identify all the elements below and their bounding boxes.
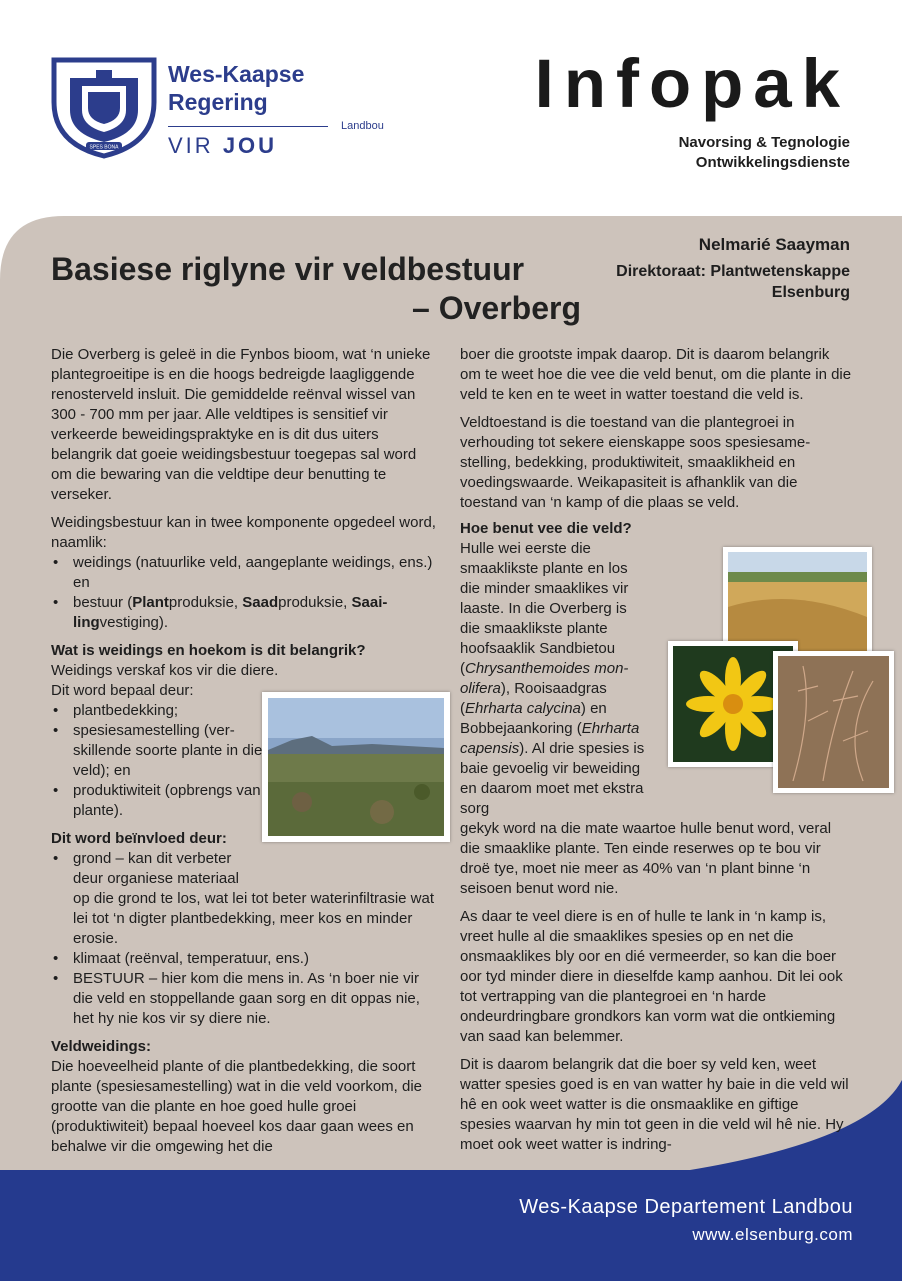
list-item: • weidings (natuurlike veld, aangeplante weidings, ens.) en (73, 553, 440, 593)
paragraph: Weidingsbestuur kan in twee komponente opgedeel word, naamlik: (51, 514, 436, 551)
bullet-list (51, 553, 440, 633)
section-heading: Wat is weidings en hoekom is dit belangrik? (51, 642, 366, 659)
title-line-2: – Overberg (412, 290, 581, 326)
list-item: • BESTUUR – hier kom die mens in. As ‘n boer nie vir die veld en stoppellande gaan sorg en dit oppas nie, het hy nie kos vir sy diere nie. (73, 969, 440, 1029)
brand-line-1: Wes-Kaapse (168, 61, 305, 87)
grass-seedhead-photo (773, 651, 894, 793)
paragraph: Veldtoestand is die toestand van die plantegroei in verhouding tot sekere eienskappe soos spesiesamestelling, bedekking, produktiwiteit, smaaklikheid en voedingswaarde. Weikapasiteit is afhanklik van die toestand van ‘n kamp of die plaas se veld. (460, 414, 811, 511)
paragraph: Die hoeveelheid plante of die plantbedekking, die soort plante (spesiesamestelling) wat in die veld voorkom, die grootte van die plante en hoe goed hulle groei (produktiwiteit) bepaal hoeveel kos daar gaan wees en behalwe vir die omgewing het die (51, 1058, 423, 1155)
list-item: • klimaat (reënval, temperatuur, ens.) (73, 949, 440, 969)
tagline-vir: VIR (168, 133, 214, 158)
title-line-1: Basiese riglyne vir veldbestuur (51, 251, 525, 287)
publication-title: Infopak (534, 45, 850, 122)
crest-motto: SPES BONA (89, 144, 119, 151)
section-heading: Hoe benut vee die veld? (460, 520, 632, 537)
list-item: • plantbedekking; (73, 701, 263, 721)
author-name: Nelmarié Saayman (698, 235, 850, 254)
fynbos-landscape-photo (262, 692, 450, 842)
article-title (51, 250, 581, 328)
paragraph: Dit is daarom belangrik dat die boer sy veld ken, weet watter spesies goed is en van watter hy baie in die veld wil hê en ook weet watter is die onsmaaklike en giftige spesies waarvan hy min tot geen in die veld wil hê nie. Hy moet ook weet watter is indring- (460, 1056, 849, 1153)
department-line-2: Ontwikkelingsdienste (695, 154, 850, 171)
paragraph: Dit word bepaal deur: (51, 682, 194, 699)
footer-organisation: Wes-Kaapse Departement Landbou (519, 1196, 853, 1218)
author-block (616, 234, 850, 303)
list-item: • bestuur (Plantproduksie, Saadproduksie, Saailingvestiging). (73, 593, 440, 633)
section-heading: Dit word beïnvloed deur: (51, 830, 227, 847)
brand-name (168, 60, 368, 116)
paragraph: Die Overberg is geleë in die Fynbos bioom, wat ‘n unieke plantegroeitipe is en die hoogs bedreigde laagliggende renosterveld insluit. Die gemiddelde reënval wissel van 300 - 700 mm per jaar. Alle veldtipes is sensitief vir verkeerde beweidingspraktyke en is dit dus uiters belangrik dat goeie weidingsbestuur toegepas sal word om die bewaring van die veldtipe deur benutting te verseker. (51, 346, 431, 503)
paragraph: As daar te veel diere is en of hulle te lank in ‘n kamp is, vreet hulle al die smaaklikes spesies op en net die onsmaaklikes bly oor en dié vermeerder, so kan die boer oor tyd minder diere in dieselfde kamp aanhou. Dit lei ook tot vertrapping van die plantegroei en ‘n harde ondeurdringbare grondkors kan vorm wat die ontkieming van saad kan belemmer. (460, 908, 843, 1045)
author-place: Elsenburg (771, 284, 850, 301)
brand-subtitle: Landbou (341, 120, 384, 132)
bullet-list (51, 849, 440, 1029)
brand-tagline (168, 133, 277, 159)
tagline-jou: JOU (222, 133, 278, 158)
bullet-list (51, 701, 263, 821)
paragraph: gekyk word na die mate waartoe hulle benut word, veral die smaaklike plante. Ten einde reserwes op te bou vir droë tye, moet nie meer as 40% van ‘n plant binne ‘n seisoen benut word nie. (460, 820, 832, 897)
brand-divider (168, 126, 328, 127)
paragraph: Hulle wei eerste die smaaklikste plante en los die minder smaaklikes vir laaste. In die Overberg is die smaaklikste plante hoofsaaklik Sandbietou (Chrysanthemoides monolifera), Rooisaadgras (Ehrharta calycina) en Bobbejaankoring (Ehrharta capensis). Al drie spesies is baie gevoelig vir beweiding en daarom moet met ekstra sorg (460, 540, 645, 817)
list-item: • produktiwiteit (opbrengs van plante). (73, 781, 263, 821)
coat-of-arms-logo (48, 52, 160, 160)
author-directorate: Direktoraat: Plantwetenskappe (616, 263, 850, 280)
list-item: • spesiesamestelling (verskillende soorte plante in die veld); en (73, 721, 263, 781)
paragraph: Weidings verskaf kos vir die diere. (51, 662, 279, 679)
list-item: • grond – kan dit verbeter deur organiese materiaal op die grond te los, wat lei tot beter waterinfiltrasie wat lei tot ‘n digter plantbedekking, meer kos en minder erosie. (73, 849, 440, 949)
paragraph: boer die grootste impak daarop. Dit is daarom belangrik om te weet hoe die vee die veld benut, om die plante in die veld te ken en te weet in watter toestand die veld is. (460, 346, 852, 403)
brand-line-2: Regering (168, 89, 268, 115)
footer-website-link[interactable]: www.elsenburg.com (692, 1225, 853, 1244)
department-line-1: Navorsing & Tegnologie (678, 134, 850, 151)
section-heading: Veldweidings: (51, 1038, 152, 1055)
department-name (679, 133, 850, 173)
